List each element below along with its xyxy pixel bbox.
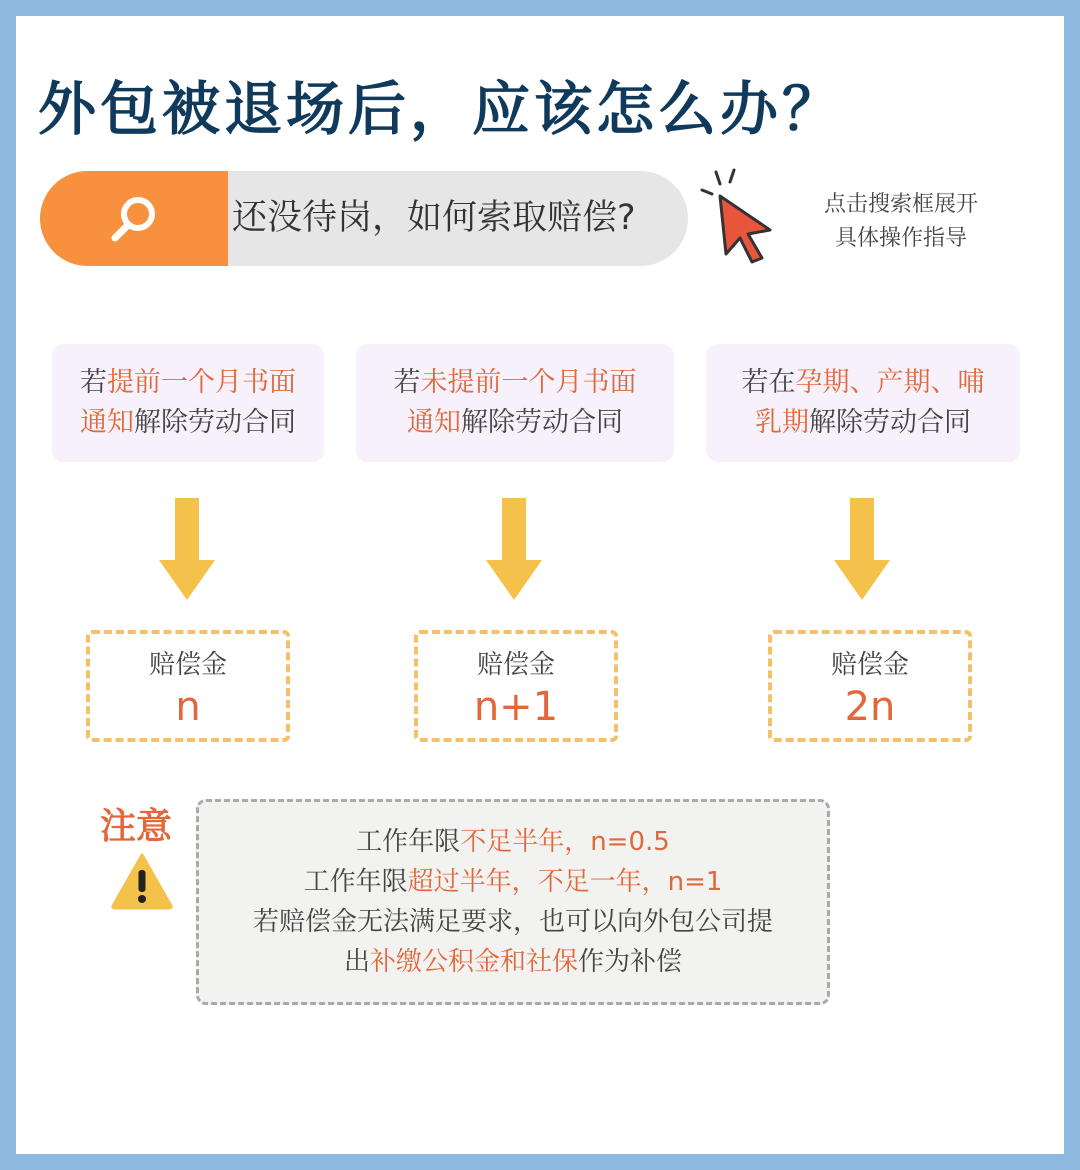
case-text: 解除劳动合同 bbox=[461, 407, 623, 438]
note-box bbox=[196, 799, 830, 1005]
search-button[interactable] bbox=[40, 171, 228, 266]
compensation-value: n bbox=[175, 684, 201, 730]
hint-line: 具体操作指导 bbox=[834, 226, 967, 251]
note-title: 注意 bbox=[100, 806, 173, 847]
compensation-value: n+1 bbox=[473, 684, 559, 730]
case-text: 若在 bbox=[741, 367, 796, 398]
compensation-label: 赔偿金 bbox=[148, 650, 227, 680]
arrow-down-icon bbox=[834, 498, 890, 600]
arrow-down-icon bbox=[159, 498, 215, 600]
compensation-box-n bbox=[86, 630, 290, 742]
search-bar[interactable] bbox=[40, 171, 688, 266]
compensation-box-n-plus-1 bbox=[414, 630, 618, 742]
compensation-value: 2n bbox=[844, 684, 896, 730]
case-text: 若 bbox=[80, 367, 107, 398]
note-line: 工作年限超过半年，不足一年，n=1 bbox=[303, 867, 723, 897]
search-hint bbox=[796, 188, 1006, 256]
case-box-advance-notice bbox=[52, 344, 324, 462]
case-highlight: 未提前一个月书面 bbox=[420, 367, 637, 398]
case-box-no-notice bbox=[356, 344, 674, 462]
case-text: 若 bbox=[393, 367, 421, 398]
note-line: 若赔偿金无法满足要求，也可以向外包公司提 bbox=[252, 907, 773, 937]
search-query[interactable]: 还没待岗，如何索取赔偿? bbox=[232, 198, 636, 238]
compensation-box-2n bbox=[768, 630, 972, 742]
hint-line: 点击搜索框展开 bbox=[823, 192, 978, 217]
search-icon bbox=[107, 192, 161, 246]
compensation-label: 赔偿金 bbox=[476, 650, 555, 680]
case-text: 解除劳动合同 bbox=[809, 407, 971, 438]
case-highlight: 乳期 bbox=[755, 407, 809, 438]
cursor-pointer-icon bbox=[696, 164, 778, 264]
compensation-label: 赔偿金 bbox=[830, 650, 909, 680]
note-line: 出补缴公积金和社保作为补偿 bbox=[343, 947, 683, 977]
warning-icon bbox=[110, 852, 174, 910]
case-highlight: 通知 bbox=[80, 407, 134, 438]
page-title: 外包被退场后，应该怎么办？ bbox=[38, 75, 845, 143]
case-highlight: 通知 bbox=[407, 407, 461, 438]
arrow-down-icon bbox=[486, 498, 542, 600]
case-box-pregnancy bbox=[706, 344, 1020, 462]
case-highlight: 提前一个月书面 bbox=[107, 367, 296, 398]
note-line: 工作年限不足半年，n=0.5 bbox=[356, 827, 670, 857]
case-text: 解除劳动合同 bbox=[134, 407, 296, 438]
case-highlight: 孕期、产期、哺 bbox=[795, 367, 985, 398]
